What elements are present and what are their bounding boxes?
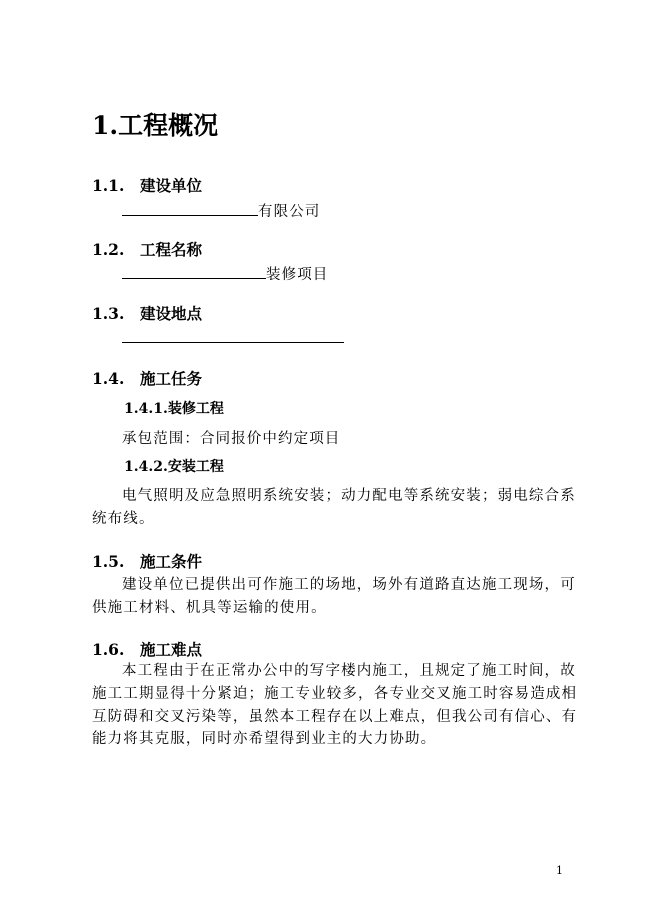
field-suffix: 装修项目: [266, 267, 329, 283]
section-heading-1-5: [92, 550, 202, 572]
subsection-text-1-4-2: 电气照明及应急照明系统安装；动力配电等系统安装；弱电综合系统布线。: [92, 488, 576, 527]
section-number: 1.5.: [92, 552, 125, 571]
section-heading-1-2: [92, 238, 202, 260]
section-title: 施工任务: [140, 369, 203, 388]
section-number: 1.4.: [92, 369, 125, 388]
page-number: 1: [556, 864, 563, 877]
section-title: 建设地点: [140, 304, 203, 323]
subsection-heading-1-4-1: 1.4.1.装修工程: [124, 401, 224, 417]
paragraph-1-6: 本工程由于在正常办公中的写字楼内施工，且规定了施工时间，故施工工期显得十分紧迫；施工专业较多，各专业交叉施工时容易造成相互防碍和交叉污染等，虽然本工程存在以上难点，但我公司有信心、有能力将其克服，同时亦希望得到业主的大力协助。: [92, 663, 578, 748]
section-heading-1-6: [92, 638, 202, 660]
blank-underline: [122, 264, 266, 279]
subsection-text-1-4-1: 承包范围：合同报价中约定项目: [122, 431, 341, 447]
section-number: 1.2.: [92, 240, 125, 259]
section-number: 1.6.: [92, 640, 125, 659]
section-heading-1-3: [92, 302, 202, 324]
section-heading-1-1: [92, 174, 202, 196]
chapter-title: 1.工程概况: [92, 111, 219, 140]
blank-underline: [122, 201, 258, 216]
field-line-1-3: [122, 328, 344, 347]
section-number: 1.1.: [92, 176, 125, 195]
field-line-1-2: [122, 263, 328, 284]
section-heading-1-4: [92, 367, 202, 389]
section-number: 1.3.: [92, 304, 125, 323]
section-title: 建设单位: [140, 176, 203, 195]
section-title: 施工条件: [140, 552, 203, 571]
section-title: 工程名称: [140, 240, 203, 259]
field-line-1-1: [122, 200, 320, 221]
paragraph-1-5: 建设单位已提供出可作施工的场地，场外有道路直达施工现场，可供施工材料、机具等运输的使用。: [92, 577, 576, 616]
subsection-heading-1-4-2: 1.4.2.安装工程: [124, 459, 224, 475]
field-suffix: 有限公司: [258, 204, 321, 220]
section-title: 施工难点: [140, 640, 203, 659]
blank-underline: [122, 328, 344, 343]
